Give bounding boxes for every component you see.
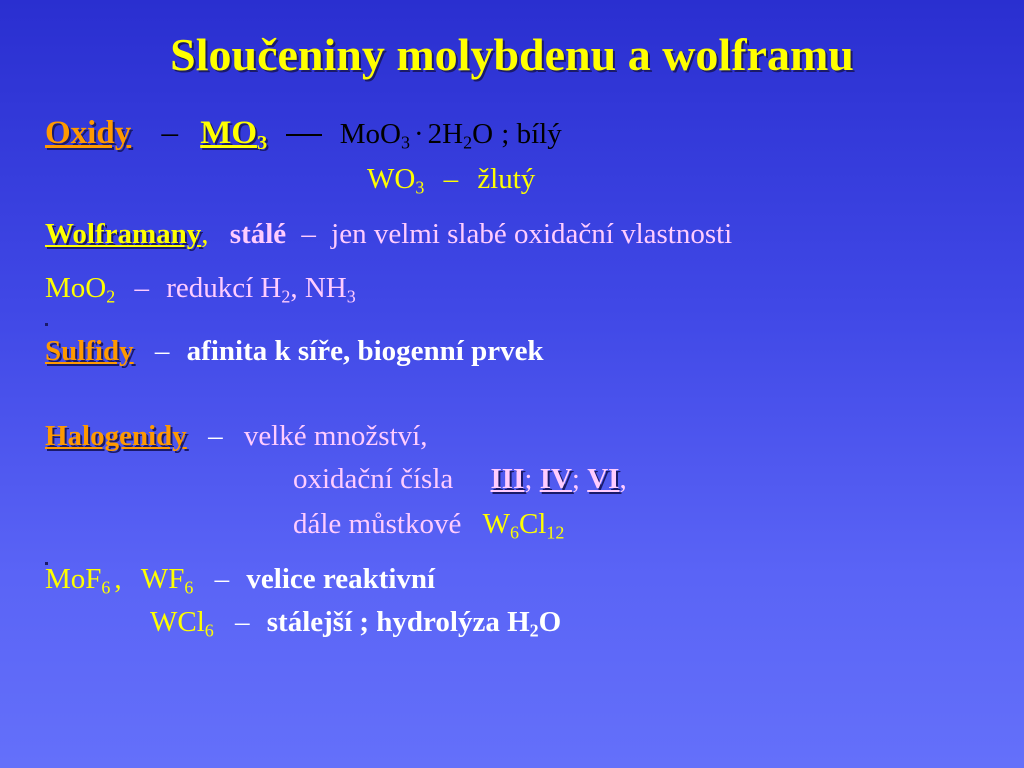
oxidy-row xyxy=(45,115,562,155)
wolframany-note: jen velmi slabé oxidační vlastnosti xyxy=(331,218,733,250)
wf6-formula: $WF_6$ xyxy=(140,563,194,598)
ox-state-3: III xyxy=(490,463,525,495)
slide-title: Sloučeniny molybdenu a wolframu xyxy=(170,29,854,80)
wolframany-comma: , xyxy=(201,218,209,250)
fluorides-note: velice reaktivní xyxy=(246,563,436,595)
oxidy-dash: – xyxy=(161,115,178,151)
fluorides-comma: , xyxy=(114,563,122,595)
wcl6-formula: WCl$_6$ xyxy=(150,606,214,641)
bridging-label: dále můstkové xyxy=(293,508,462,540)
w6cl12-formula: $W_6Cl_{12}$ xyxy=(482,508,565,543)
halogenidy-label: Halogenidy xyxy=(45,420,187,452)
wo3-formula: $WO_3$ xyxy=(367,163,425,198)
wolframany-label: Wolframany xyxy=(45,218,202,250)
wcl6-note: stálejší ; hydrolýza $H_2O$ xyxy=(266,606,562,641)
halogenidy-dash: – xyxy=(208,420,223,452)
mof6-formula: MoF$_6$ xyxy=(45,563,111,598)
ox-sep-1: ; xyxy=(524,463,533,495)
halogenidy-line3 xyxy=(293,508,564,541)
moo3-hydrate: $MoO_3 \cdot 2H_2O$ xyxy=(339,118,494,153)
long-dash xyxy=(286,134,322,136)
moo3-color: ; bílý xyxy=(501,118,562,150)
ox-state-4: IV xyxy=(539,463,572,495)
sulfidy-text: afinita k síře, biogenní prvek xyxy=(186,335,544,367)
oxidation-label: oxidační čísla xyxy=(293,463,454,495)
oxidy-label: Oxidy xyxy=(45,115,132,151)
wo3-row xyxy=(367,163,535,196)
ox-sep-2: ; xyxy=(571,463,580,495)
mo3-formula: $MO_3$ xyxy=(200,115,268,155)
halogenidy-line2 xyxy=(293,463,627,496)
fluorides-dash: – xyxy=(214,563,230,595)
wolframany-row xyxy=(45,218,732,251)
halogenidy-row xyxy=(45,420,427,453)
sulfidy-dash: – xyxy=(154,335,170,367)
moo2-reduction: redukcí $H_2$, $NH_3$ xyxy=(166,272,356,307)
ox-state-6: VI xyxy=(587,463,620,495)
fluorides-row xyxy=(45,563,435,596)
ox-end: , xyxy=(619,463,627,495)
moo2-row xyxy=(45,272,356,305)
sulfidy-row xyxy=(45,335,544,368)
moo2-formula: MoO$_2$ xyxy=(45,272,116,307)
moo2-dash: – xyxy=(134,272,149,304)
wolframany-stable: stálé xyxy=(229,218,287,250)
wcl6-row xyxy=(150,606,561,639)
wo3-dash: – xyxy=(443,163,459,195)
wo3-color: žlutý xyxy=(477,163,536,195)
wolframany-dash: – xyxy=(301,218,316,250)
halogenidy-line1: velké množství, xyxy=(243,420,428,452)
wcl6-dash: – xyxy=(235,606,250,638)
sulfidy-label: Sulfidy xyxy=(45,335,134,367)
bullet-marker xyxy=(45,313,48,331)
